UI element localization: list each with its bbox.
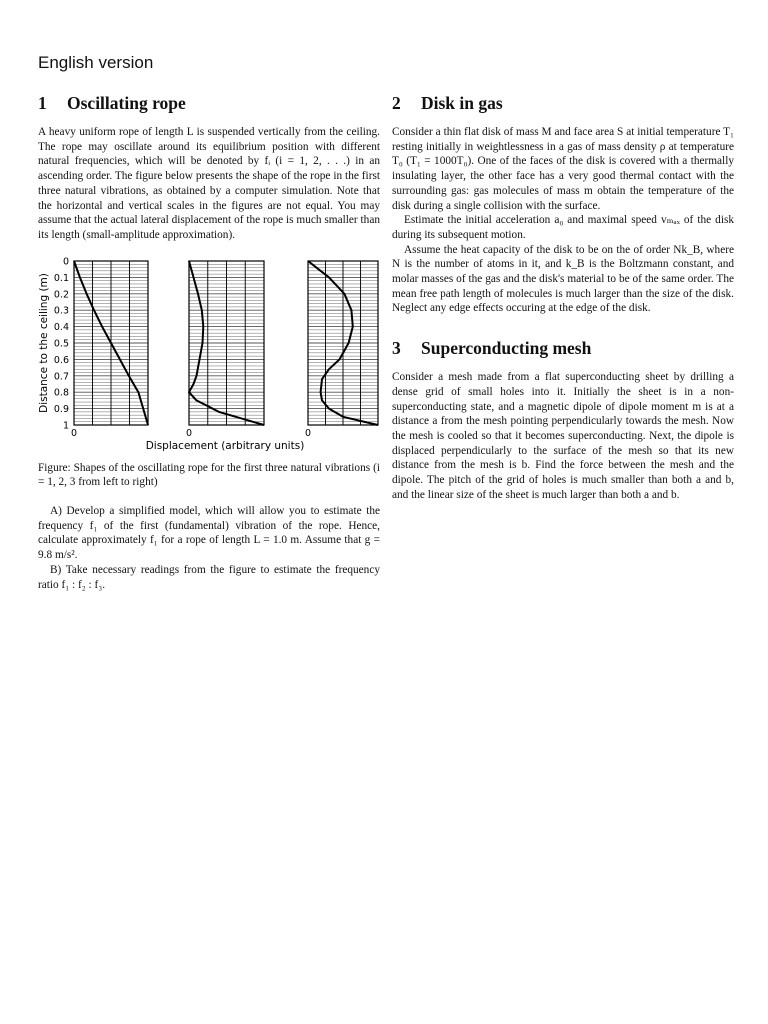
y-tick-label: 0 [62,256,69,268]
section-number: 2 [392,93,401,113]
y-tick-label: 0.6 [53,354,69,366]
section-2-para-2: Estimate the initial acceleration a₀ and maximal speed vₘₐₓ of the disk during its subsequent motion. [392,214,734,241]
left-column [38,92,380,592]
section-number: 1 [38,93,47,113]
y-tick-label: 0.8 [53,387,69,399]
language-label: English version [38,53,154,72]
section-2-para-1: Consider a thin flat disk of mass M and face area S at initial temperature T₁ resting initially in weightlessness in a gas of mass density ρ at temperature T₀ (T₁ = 1000T₀). One of the faces of the disk is covered with a thermally insulating layer, the other face has a very good thermal contact with the surrounding gas: gas molecules of mass m obtain the temperature of the disk during a single collision with the surface. [392,126,734,212]
y-tick-label: 0.7 [53,370,69,382]
y-tick-label: 0.5 [53,338,69,350]
section-title: Disk in gas [421,93,503,113]
y-tick-label: 0.3 [53,305,69,317]
section-1-intro: A heavy uniform rope of length L is suspended vertically from the ceiling. The rope may oscillate around its equilibrium position with different natural frequencies, which will be denoted by fᵢ (i = 1, 2, . . .) in an ascending order. The figure below presents the shape of the rope in the first three natural vibrations, as obtained by a computer simulation. Note that the horizontal and vertical scales in the figures are not equal. You may assume that the actual lateral displacement of the rope is much smaller than its length (small-amplitude approximation). [38,126,380,241]
y-tick-label: 0.1 [53,272,69,284]
section-title: Superconducting mesh [421,338,592,359]
rope-chart [38,253,380,455]
y-tick-label: 0.4 [53,321,69,333]
figure-caption: Figure: Shapes of the oscillating rope for the first three natural vibrations (i = 1, 2, 3 from left to right) [38,461,380,489]
right-column [392,92,734,502]
y-tick-label: 0.9 [53,403,69,415]
y-tick-label: 0.2 [53,288,69,300]
section-2-para-3: Assume the heat capacity of the disk to be on the of order Nk_B, where N is the number of atoms in it, and k_B is the Boltzmann constant, and molar masses of the gas and the disk's material to be of the same order. The mean free path length of molecules is much larger than the size of the disk. Neglect any edge effects occuring at the edge of the disk. [392,243,734,315]
section-title: Oscillating rope [67,93,186,113]
question-a: A) Develop a simplified model, which will allow you to estimate the frequency f₁ of the first (fundamental) vibration of the rope. Hence, calculate approximately f₁ for a rope of length L = 1.0 m. Assume that g = 9.8 m/s². [38,505,380,562]
section-2-heading [392,92,734,114]
x-tick-label: 0 [304,427,312,439]
section-3-heading [392,337,734,359]
x-axis-label: Displacement (arbitrary units) [145,439,305,452]
question-b: B) Take necessary readings from the figure to estimate the frequency ratio f₁ : f₂ : f₃. [38,563,380,591]
section-1-heading [38,92,380,114]
x-tick-label: 0 [70,427,78,439]
rope-figure [38,253,380,455]
section-2 [392,92,734,316]
section-3-para-1: Consider a mesh made from a flat superconducting sheet by drilling a dense grid of small holes into it. Initially the sheet is in a non-superconducting state, and a magnetic dipole of dipole moment m is at a distance a from the mesh pointing perpendicularly towards the mesh. Now the mesh is cooled so that it becomes superconducting. Next, the dipole is displaced perpendicularly to the surface of the mesh so that its new distance from the mesh is b. Find the force between the mesh and the dipole. The pitch of the grid of holes is much smaller than both a and b, and the linear size of the sheet is much larger than both a and b. [392,371,734,501]
section-number: 3 [392,338,401,359]
x-tick-label: 0 [185,427,193,439]
y-axis-label: Distance to the ceiling (m) [38,272,50,413]
section-3 [392,337,734,502]
y-tick-label: 1 [62,420,69,432]
